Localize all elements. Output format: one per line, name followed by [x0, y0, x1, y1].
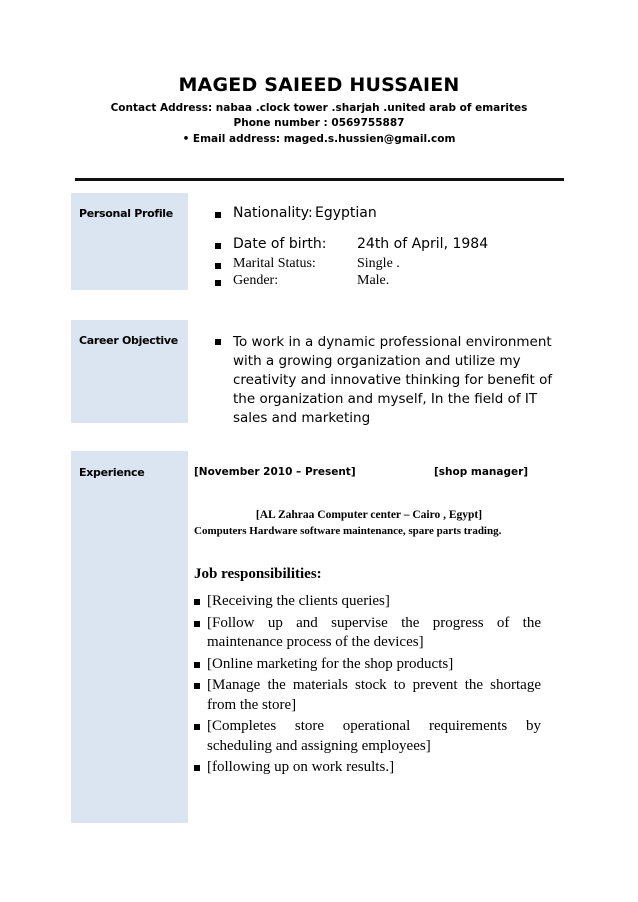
- company-name: [AL Zahraa Computer center – Cairo , Egypt]: [255, 509, 483, 521]
- list-item: [194, 758, 541, 778]
- square-bullet-icon: [215, 263, 221, 269]
- section-personal-profile: [71, 193, 188, 290]
- square-bullet-icon: [194, 765, 200, 771]
- responsibilities-list: [194, 592, 541, 778]
- company-business: Computers Hardware software maintenance, spare parts trading.: [194, 525, 502, 537]
- square-bullet-icon: [194, 662, 200, 668]
- section-experience: [71, 451, 188, 823]
- list-item: [194, 592, 541, 612]
- marital-value: Single .: [357, 256, 400, 271]
- responsibility-text: [Manage the materials stock to prevent the shortage from the store]: [207, 677, 541, 713]
- marital-label: Marital Status:: [233, 256, 316, 271]
- list-item: [194, 655, 541, 675]
- section-career-objective: [71, 320, 188, 423]
- header-divider: [75, 178, 564, 181]
- square-bullet-icon: [215, 339, 221, 345]
- square-bullet-icon: [194, 599, 200, 605]
- phone-number: Phone number : 0569755887: [233, 117, 405, 129]
- list-item: [194, 717, 541, 756]
- square-bullet-icon: [194, 724, 200, 730]
- square-bullet-icon: [215, 280, 221, 286]
- nationality-value: Egyptian: [315, 205, 377, 221]
- section-label: Experience: [79, 466, 145, 479]
- nationality-label: Nationality:: [233, 205, 313, 221]
- square-bullet-icon: [194, 621, 200, 627]
- responsibility-text: [Follow up and supervise the progress of the maintenance process of the devices]: [207, 614, 541, 650]
- responsibility-text: [Online marketing for the shop products]: [207, 655, 454, 672]
- list-item: [194, 614, 541, 653]
- resume-header: [0, 74, 638, 145]
- contact-address: Contact Address: nabaa .clock tower .sharjah .united arab of emarites: [110, 102, 528, 114]
- list-item: [194, 676, 541, 715]
- candidate-name: MAGED SAIEED HUSSAIEN: [178, 74, 460, 96]
- responsibilities-title: Job responsibilities:: [194, 566, 322, 582]
- gender-label: Gender:: [233, 273, 279, 288]
- square-bullet-icon: [215, 212, 221, 218]
- square-bullet-icon: [194, 683, 200, 689]
- dob-label: Date of birth:: [233, 236, 327, 252]
- section-label: Personal Profile: [79, 207, 173, 220]
- objective-text: To work in a dynamic professional environment with a growing organization and utilize my creativity and innovative thinking for benefit of the organization and myself, In the field of IT sales and marketing: [233, 334, 553, 426]
- responsibility-text: [Completes store operational requirements by scheduling and assigning employees]: [207, 718, 541, 754]
- section-label: Career Objective: [79, 334, 178, 347]
- square-bullet-icon: [215, 243, 221, 249]
- job-role: [shop manager]: [434, 466, 529, 478]
- objective-item: [215, 333, 555, 428]
- email-address: • Email address: maged.s.hussien@gmail.com: [182, 133, 456, 145]
- dob-value: 24th of April, 1984: [357, 236, 489, 252]
- responsibility-text: [Receiving the clients queries]: [207, 593, 390, 609]
- responsibility-text: [following up on work results.]: [207, 759, 395, 775]
- job-period: [November 2010 – Present]: [194, 466, 356, 478]
- gender-value: Male.: [357, 273, 390, 288]
